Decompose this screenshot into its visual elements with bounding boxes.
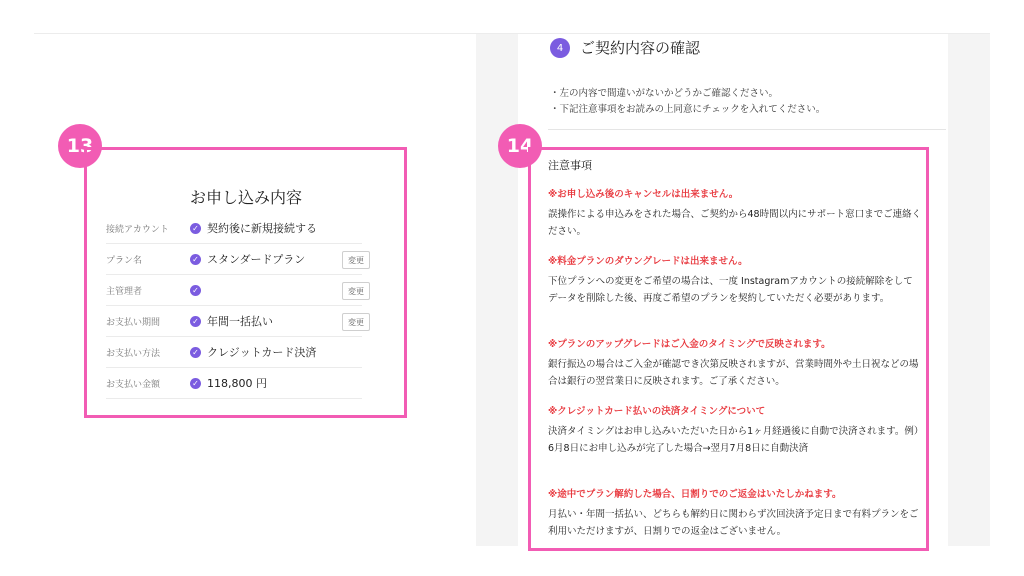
- note-body: 下位プランへの変更をご希望の場合は、一度 Instagramアカウントの接続解除をしてデータを削除した後、再度ご希望のプランを契約していただく必要があります。: [548, 276, 913, 304]
- note-body: 月払い・年間一括払い、どちらも解約日に関わらず次回決済予定日まで有料プランをご利用いただけますが、日割りでの返金はございません。: [548, 509, 919, 537]
- check-icon: ✓: [190, 285, 201, 296]
- row-connected-account: [106, 213, 362, 244]
- note-body: 銀行振込の場合はご入金が確認でき次第反映されますが、営業時間外や土日祝などの場合は銀行の翌営業日に反映されます。ご了承ください。: [548, 359, 919, 387]
- note-cancellation: [548, 187, 922, 240]
- row-value: 118,800 円: [207, 377, 267, 390]
- change-admin-button[interactable]: 変更: [342, 282, 370, 300]
- row-plan-name: [106, 244, 362, 275]
- row-payment-amount: [106, 368, 362, 399]
- step-badge-13: 13: [58, 124, 102, 168]
- step-number-4: 4: [550, 38, 570, 58]
- row-admin: [106, 275, 362, 306]
- note-body: 誤操作による申込みをされた場合、ご契約から48時間以内にサポート窓口までご連絡ください。: [548, 209, 922, 237]
- note-body: 決済タイミングはお申し込みいただいた日から1ヶ月経過後に自動で決済されます。例）6月8日にお申し込みが完了した場合→翌月7月8日に自動決済: [548, 426, 919, 454]
- row-value: 年間一括払い: [207, 315, 273, 328]
- confirmation-intro: [550, 86, 825, 118]
- row-payment-period: [106, 306, 362, 337]
- note-heading: ※お申し込み後のキャンセルは出来ません。: [548, 189, 739, 200]
- row-label: お支払い方法: [106, 348, 161, 359]
- check-icon: ✓: [190, 223, 201, 234]
- notes-section: [548, 157, 922, 554]
- note-downgrade: [548, 254, 922, 307]
- note-heading: ※途中でプラン解約した場合、日割りでのご返金はいたしかねます。: [548, 489, 842, 500]
- note-refund: [548, 487, 922, 540]
- application-summary: [106, 213, 362, 399]
- row-value: 契約後に新規接続する: [207, 222, 317, 235]
- intro-line: ・左の内容で間違いがないかどうかご確認ください。: [550, 88, 779, 99]
- change-plan-button[interactable]: 変更: [342, 251, 370, 269]
- application-title: お申し込み内容: [189, 188, 302, 207]
- row-label: お支払い期間: [106, 317, 161, 328]
- check-icon: ✓: [190, 254, 201, 265]
- row-label: お支払い金額: [106, 379, 161, 390]
- note-heading: ※料金プランのダウングレードは出来ません。: [548, 256, 748, 267]
- section-divider: [548, 129, 946, 130]
- notes-title: 注意事項: [548, 159, 592, 172]
- check-icon: ✓: [190, 316, 201, 327]
- change-period-button[interactable]: 変更: [342, 313, 370, 331]
- row-label: プラン名: [106, 255, 143, 266]
- row-value: クレジットカード決済: [207, 346, 317, 359]
- intro-line: ・下記注意事項をお読みの上同意にチェックを入れてください。: [550, 104, 826, 115]
- check-icon: ✓: [190, 378, 201, 389]
- note-card-timing: [548, 404, 922, 457]
- row-label: 接続アカウント: [106, 224, 169, 235]
- note-heading: ※プランのアップグレードはご入金のタイミングで反映されます。: [548, 339, 831, 350]
- check-icon: ✓: [190, 347, 201, 358]
- row-value: スタンダードプラン: [207, 253, 306, 266]
- row-payment-method: [106, 337, 362, 368]
- row-label: 主管理者: [106, 286, 143, 297]
- note-heading: ※クレジットカード払いの決済タイミングについて: [548, 406, 766, 417]
- note-upgrade: [548, 337, 922, 390]
- step-badge-14: 14: [498, 124, 542, 168]
- confirmation-title: ご契約内容の確認: [580, 39, 701, 57]
